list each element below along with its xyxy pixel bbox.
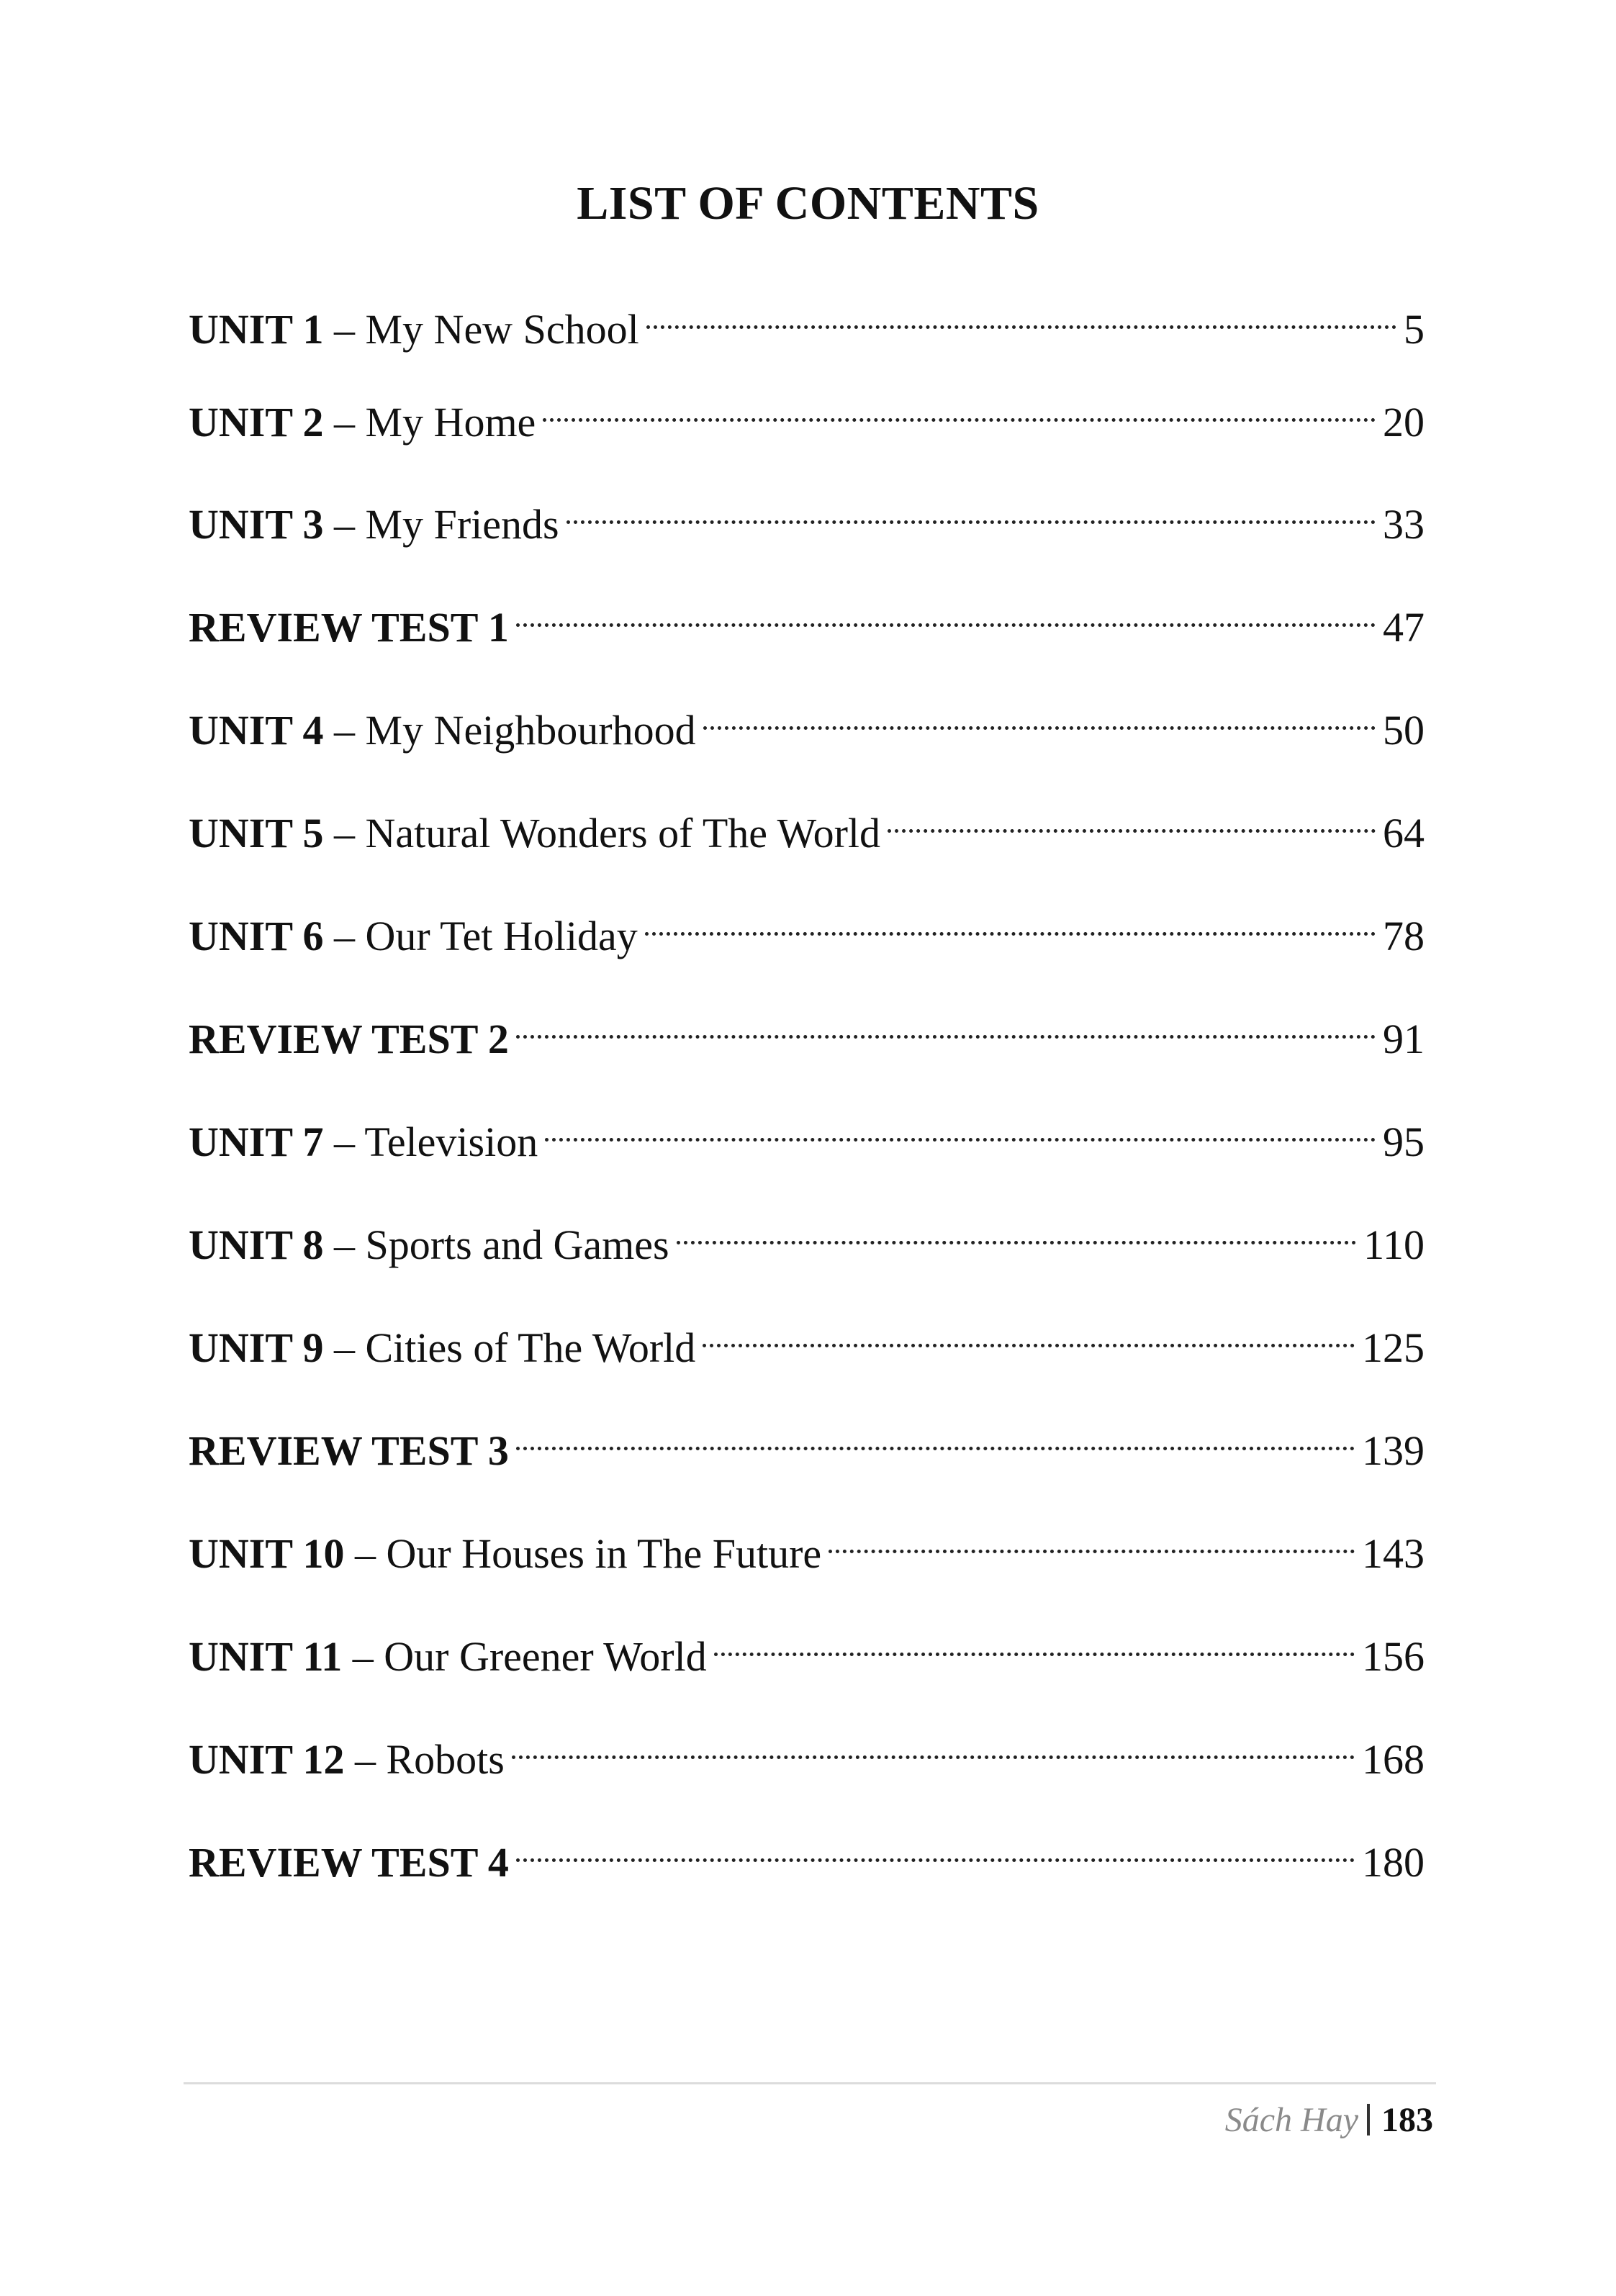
- toc-entry[interactable]: [189, 1613, 1425, 1680]
- entry-page-number: 95: [1383, 1118, 1425, 1165]
- entry-heading: UNIT 1: [189, 306, 324, 353]
- entry-heading: REVIEW TEST 2: [189, 1016, 509, 1062]
- toc-entry[interactable]: [189, 995, 1425, 1062]
- toc-entry[interactable]: [189, 790, 1425, 857]
- toc-entry[interactable]: [189, 584, 1425, 651]
- dot-leader: [677, 1201, 1357, 1259]
- toc-entry[interactable]: [189, 687, 1425, 754]
- toc-entry[interactable]: [189, 1201, 1425, 1268]
- entry-page-number: 64: [1383, 810, 1425, 857]
- dot-leader: [516, 995, 1376, 1053]
- toc-entry[interactable]: [189, 481, 1425, 548]
- entry-page-number: 47: [1383, 604, 1425, 651]
- toc-entry[interactable]: [189, 379, 1425, 446]
- entry-label: [189, 805, 880, 862]
- entry-heading: UNIT 10: [189, 1530, 345, 1577]
- entry-subtitle: – Our Tet Holiday: [323, 913, 638, 959]
- entry-heading: UNIT 4: [189, 707, 324, 754]
- entry-page-number: 180: [1362, 1839, 1425, 1886]
- dot-leader: [829, 1510, 1355, 1568]
- entry-page-number: 33: [1383, 501, 1425, 548]
- entry-label: [189, 1731, 505, 1789]
- dot-leader: [516, 1407, 1355, 1465]
- entry-page-number: 168: [1362, 1736, 1425, 1783]
- footer-page-number: 183: [1381, 2100, 1433, 2139]
- toc-entry[interactable]: [189, 1098, 1425, 1165]
- entry-label: [189, 702, 696, 759]
- entry-page-number: 110: [1363, 1221, 1425, 1268]
- dot-leader: [516, 584, 1376, 641]
- entry-heading: UNIT 11: [189, 1633, 343, 1680]
- entry-heading: UNIT 2: [189, 399, 324, 446]
- entry-label: [189, 496, 559, 553]
- toc-entry[interactable]: [189, 286, 1425, 353]
- entry-subtitle: – Natural Wonders of The World: [323, 810, 880, 857]
- footer-divider: [184, 2082, 1436, 2084]
- entry-label: [189, 1422, 509, 1480]
- toc-entry[interactable]: [189, 1716, 1425, 1783]
- dot-leader: [703, 687, 1376, 744]
- dot-leader: [512, 1716, 1355, 1773]
- entry-subtitle: – My Friends: [323, 501, 559, 548]
- footer-separator: [1367, 2104, 1370, 2135]
- entry-page-number: 20: [1383, 399, 1425, 446]
- footer-brand: Sách Hay: [1224, 2100, 1358, 2139]
- entry-page-number: 91: [1383, 1016, 1425, 1062]
- entry-label: [189, 1525, 821, 1583]
- dot-leader: [543, 379, 1376, 436]
- entry-subtitle: – My New School: [323, 306, 639, 353]
- toc-entry[interactable]: [189, 1407, 1425, 1474]
- dot-leader: [714, 1613, 1355, 1671]
- entry-heading: UNIT 5: [189, 810, 324, 857]
- entry-heading: UNIT 6: [189, 913, 324, 959]
- entry-heading: REVIEW TEST 3: [189, 1427, 509, 1474]
- entry-page-number: 143: [1362, 1530, 1425, 1577]
- dot-leader: [888, 790, 1376, 847]
- page-footer: [184, 2094, 1433, 2145]
- entry-subtitle: – Television: [323, 1118, 538, 1165]
- entry-label: [189, 1319, 695, 1377]
- dot-leader: [566, 481, 1376, 538]
- entry-page-number: 50: [1383, 707, 1425, 754]
- entry-page-number: 78: [1383, 913, 1425, 959]
- entry-subtitle: – Our Houses in The Future: [344, 1530, 822, 1577]
- entry-page-number: 125: [1362, 1324, 1425, 1371]
- entry-heading: UNIT 7: [189, 1118, 324, 1165]
- toc-entry[interactable]: [189, 1304, 1425, 1371]
- entry-label: [189, 1113, 538, 1171]
- entry-label: [189, 301, 639, 358]
- entry-heading: UNIT 9: [189, 1324, 324, 1371]
- entry-page-number: 156: [1362, 1633, 1425, 1680]
- toc-entry[interactable]: [189, 892, 1425, 959]
- entry-page-number: 139: [1362, 1427, 1425, 1474]
- entry-label: [189, 599, 509, 656]
- entry-subtitle: – Robots: [344, 1736, 505, 1783]
- dot-leader: [645, 892, 1376, 950]
- toc-entry[interactable]: [189, 1510, 1425, 1577]
- entry-label: [189, 1216, 669, 1274]
- entry-label: [189, 1011, 509, 1068]
- entry-page-number: 5: [1404, 306, 1425, 353]
- entry-label: [189, 1628, 707, 1686]
- entry-heading: UNIT 8: [189, 1221, 324, 1268]
- entry-label: [189, 394, 536, 451]
- entry-label: [189, 908, 638, 965]
- entry-heading: REVIEW TEST 4: [189, 1839, 509, 1886]
- dot-leader: [646, 286, 1396, 343]
- page-title: LIST OF CONTENTS: [577, 177, 1039, 230]
- entry-subtitle: – Sports and Games: [323, 1221, 669, 1268]
- entry-subtitle: – Our Greener World: [342, 1633, 707, 1680]
- entry-heading: UNIT 3: [189, 501, 324, 548]
- entry-heading: UNIT 12: [189, 1736, 345, 1783]
- entry-subtitle: – Cities of The World: [323, 1324, 696, 1371]
- dot-leader: [545, 1098, 1376, 1156]
- toc-entry[interactable]: [189, 1819, 1425, 1886]
- entry-label: [189, 1834, 509, 1892]
- entry-subtitle: – My Home: [323, 399, 536, 446]
- dot-leader: [703, 1304, 1355, 1362]
- entry-heading: REVIEW TEST 1: [189, 604, 509, 651]
- entry-subtitle: – My Neighbourhood: [323, 707, 696, 754]
- dot-leader: [516, 1819, 1355, 1876]
